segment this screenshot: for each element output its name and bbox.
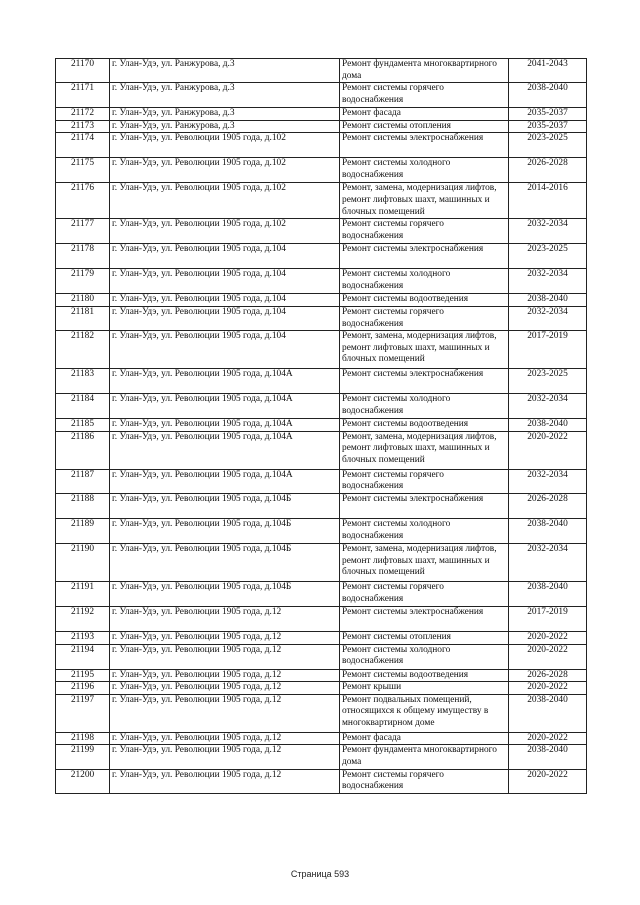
period-cell: 2038-2040 (509, 581, 587, 606)
work-type-cell: Ремонт крыши (340, 682, 509, 695)
period-cell: 2032-2034 (509, 306, 587, 330)
period-cell: 2026-2028 (509, 158, 587, 183)
work-type-cell: Ремонт фундамента многоквартирного дома (340, 59, 509, 83)
period-cell: 2038-2040 (509, 294, 587, 307)
work-type-cell: Ремонт фасада (340, 108, 509, 121)
address-cell: г. Улан-Удэ, ул. Революции 1905 года, д.102 (110, 158, 340, 183)
period-cell: 2035-2037 (509, 120, 587, 133)
table-row (56, 732, 587, 745)
table-row (56, 493, 587, 518)
record-number: 21199 (56, 745, 110, 769)
repair-schedule-body (56, 59, 587, 794)
address-cell: г. Улан-Удэ, ул. Революции 1905 года, д.104Б (110, 493, 340, 518)
table-row (56, 694, 587, 732)
period-cell: 2020-2022 (509, 769, 587, 793)
work-type-cell: Ремонт, замена, модернизация лифтов, ремонт лифтовых шахт, машинных и блочных помещений (340, 431, 509, 469)
table-row (56, 219, 587, 244)
record-number: 21194 (56, 644, 110, 669)
record-number: 21170 (56, 59, 110, 83)
table-row (56, 369, 587, 394)
page-number: Страница 593 (290, 869, 350, 879)
table-row (56, 518, 587, 543)
address-cell: г. Улан-Удэ, ул. Ранжурова, д.3 (110, 83, 340, 108)
record-number: 21171 (56, 83, 110, 108)
table-row (56, 306, 587, 330)
period-cell: 2038-2040 (509, 745, 587, 769)
address-cell: г. Улан-Удэ, ул. Революции 1905 года, д.104А (110, 419, 340, 432)
work-type-cell: Ремонт, замена, модернизация лифтов, ремонт лифтовых шахт, машинных и блочных помещений (340, 331, 509, 369)
table-row (56, 581, 587, 606)
record-number: 21191 (56, 581, 110, 606)
record-number: 21193 (56, 631, 110, 644)
address-cell: г. Улан-Удэ, ул. Революции 1905 года, д.12 (110, 644, 340, 669)
table-row (56, 606, 587, 631)
record-number: 21190 (56, 543, 110, 581)
table-row (56, 469, 587, 493)
record-number: 21195 (56, 669, 110, 682)
table-row (56, 682, 587, 695)
work-type-cell: Ремонт системы отопления (340, 631, 509, 644)
address-cell: г. Улан-Удэ, ул. Революции 1905 года, д.102 (110, 219, 340, 244)
work-type-cell: Ремонт системы горячего водоснабжения (340, 469, 509, 493)
record-number: 21200 (56, 769, 110, 793)
table-row (56, 331, 587, 369)
record-number: 21196 (56, 682, 110, 695)
work-type-cell: Ремонт системы электроснабжения (340, 493, 509, 518)
record-number: 21198 (56, 732, 110, 745)
period-cell: 2035-2037 (509, 108, 587, 121)
address-cell: г. Улан-Удэ, ул. Революции 1905 года, д.102 (110, 183, 340, 219)
period-cell: 2017-2019 (509, 606, 587, 631)
address-cell: г. Улан-Удэ, ул. Революции 1905 года, д.12 (110, 606, 340, 631)
record-number: 21186 (56, 431, 110, 469)
table-row (56, 745, 587, 769)
table-row (56, 269, 587, 294)
period-cell: 2020-2022 (509, 431, 587, 469)
period-cell: 2032-2034 (509, 219, 587, 244)
period-cell: 2041-2043 (509, 59, 587, 83)
address-cell: г. Улан-Удэ, ул. Революции 1905 года, д.104Б (110, 543, 340, 581)
work-type-cell: Ремонт системы холодного водоснабжения (340, 394, 509, 419)
work-type-cell: Ремонт системы горячего водоснабжения (340, 219, 509, 244)
address-cell: г. Улан-Удэ, ул. Революции 1905 года, д.12 (110, 682, 340, 695)
work-type-cell: Ремонт, замена, модернизация лифтов, ремонт лифтовых шахт, машинных и блочных помещений (340, 183, 509, 219)
work-type-cell: Ремонт системы горячего водоснабжения (340, 83, 509, 108)
work-type-cell: Ремонт системы горячего водоснабжения (340, 769, 509, 793)
address-cell: г. Улан-Удэ, ул. Революции 1905 года, д.104 (110, 331, 340, 369)
record-number: 21182 (56, 331, 110, 369)
address-cell: г. Улан-Удэ, ул. Ранжурова, д.3 (110, 120, 340, 133)
work-type-cell: Ремонт фасада (340, 732, 509, 745)
address-cell: г. Улан-Удэ, ул. Революции 1905 года, д.104 (110, 306, 340, 330)
address-cell: г. Улан-Удэ, ул. Революции 1905 года, д.104А (110, 394, 340, 419)
record-number: 21172 (56, 108, 110, 121)
record-number: 21173 (56, 120, 110, 133)
table-row (56, 394, 587, 419)
work-type-cell: Ремонт системы электроснабжения (340, 369, 509, 394)
address-cell: г. Улан-Удэ, ул. Революции 1905 года, д.104А (110, 469, 340, 493)
record-number: 21189 (56, 518, 110, 543)
address-cell: г. Улан-Удэ, ул. Ранжурова, д.3 (110, 59, 340, 83)
work-type-cell: Ремонт системы отопления (340, 120, 509, 133)
address-cell: г. Улан-Удэ, ул. Революции 1905 года, д.12 (110, 745, 340, 769)
address-cell: г. Улан-Удэ, ул. Революции 1905 года, д.12 (110, 631, 340, 644)
table-row (56, 543, 587, 581)
record-number: 21175 (56, 158, 110, 183)
address-cell: г. Улан-Удэ, ул. Революции 1905 года, д.104 (110, 294, 340, 307)
address-cell: г. Улан-Удэ, ул. Революции 1905 года, д.12 (110, 769, 340, 793)
address-cell: г. Улан-Удэ, ул. Революции 1905 года, д.12 (110, 694, 340, 732)
table-row (56, 59, 587, 83)
period-cell: 2020-2022 (509, 682, 587, 695)
period-cell: 2032-2034 (509, 543, 587, 581)
record-number: 21180 (56, 294, 110, 307)
table-row (56, 183, 587, 219)
work-type-cell: Ремонт системы горячего водоснабжения (340, 581, 509, 606)
period-cell: 2038-2040 (509, 694, 587, 732)
record-number: 21183 (56, 369, 110, 394)
table-row (56, 120, 587, 133)
record-number: 21185 (56, 419, 110, 432)
period-cell: 2020-2022 (509, 732, 587, 745)
record-number: 21174 (56, 133, 110, 158)
table-row (56, 133, 587, 158)
record-number: 21197 (56, 694, 110, 732)
address-cell: г. Улан-Удэ, ул. Революции 1905 года, д.104А (110, 431, 340, 469)
table-row (56, 769, 587, 793)
work-type-cell: Ремонт системы холодного водоснабжения (340, 644, 509, 669)
period-cell: 2038-2040 (509, 419, 587, 432)
table-row (56, 669, 587, 682)
period-cell: 2020-2022 (509, 631, 587, 644)
address-cell: г. Улан-Удэ, ул. Революции 1905 года, д.104Б (110, 581, 340, 606)
table-row (56, 294, 587, 307)
work-type-cell: Ремонт подвальных помещений, относящихся к общему имуществу в многоквартирном доме (340, 694, 509, 732)
record-number: 21177 (56, 219, 110, 244)
address-cell: г. Улан-Удэ, ул. Революции 1905 года, д.12 (110, 669, 340, 682)
record-number: 21178 (56, 244, 110, 269)
work-type-cell: Ремонт системы водоотведения (340, 294, 509, 307)
table-row (56, 419, 587, 432)
record-number: 21184 (56, 394, 110, 419)
record-number: 21181 (56, 306, 110, 330)
period-cell: 2032-2034 (509, 469, 587, 493)
address-cell: г. Улан-Удэ, ул. Революции 1905 года, д.104 (110, 244, 340, 269)
table-row (56, 644, 587, 669)
address-cell: г. Улан-Удэ, ул. Революции 1905 года, д.104 (110, 269, 340, 294)
work-type-cell: Ремонт, замена, модернизация лифтов, ремонт лифтовых шахт, машинных и блочных помещений (340, 543, 509, 581)
period-cell: 2023-2025 (509, 244, 587, 269)
address-cell: г. Улан-Удэ, ул. Революции 1905 года, д.12 (110, 732, 340, 745)
period-cell: 2023-2025 (509, 133, 587, 158)
work-type-cell: Ремонт системы электроснабжения (340, 606, 509, 631)
table-row (56, 158, 587, 183)
period-cell: 2038-2040 (509, 518, 587, 543)
period-cell: 2038-2040 (509, 83, 587, 108)
period-cell: 2032-2034 (509, 269, 587, 294)
record-number: 21187 (56, 469, 110, 493)
table-row (56, 83, 587, 108)
work-type-cell: Ремонт системы электроснабжения (340, 133, 509, 158)
work-type-cell: Ремонт системы водоотведения (340, 669, 509, 682)
period-cell: 2017-2019 (509, 331, 587, 369)
period-cell: 2023-2025 (509, 369, 587, 394)
record-number: 21192 (56, 606, 110, 631)
table-row (56, 244, 587, 269)
table-row (56, 431, 587, 469)
period-cell: 2032-2034 (509, 394, 587, 419)
work-type-cell: Ремонт системы холодного водоснабжения (340, 518, 509, 543)
period-cell: 2020-2022 (509, 644, 587, 669)
address-cell: г. Улан-Удэ, ул. Революции 1905 года, д.104Б (110, 518, 340, 543)
work-type-cell: Ремонт системы холодного водоснабжения (340, 269, 509, 294)
period-cell: 2026-2028 (509, 669, 587, 682)
table-row (56, 631, 587, 644)
period-cell: 2026-2028 (509, 493, 587, 518)
period-cell: 2014-2016 (509, 183, 587, 219)
address-cell: г. Улан-Удэ, ул. Ранжурова, д.3 (110, 108, 340, 121)
address-cell: г. Улан-Удэ, ул. Революции 1905 года, д.102 (110, 133, 340, 158)
work-type-cell: Ремонт фундамента многоквартирного дома (340, 745, 509, 769)
work-type-cell: Ремонт системы электроснабжения (340, 244, 509, 269)
record-number: 21176 (56, 183, 110, 219)
record-number: 21188 (56, 493, 110, 518)
address-cell: г. Улан-Удэ, ул. Революции 1905 года, д.104А (110, 369, 340, 394)
work-type-cell: Ремонт системы водоотведения (340, 419, 509, 432)
work-type-cell: Ремонт системы горячего водоснабжения (340, 306, 509, 330)
table-row (56, 108, 587, 121)
repair-schedule-table (55, 58, 587, 794)
record-number: 21179 (56, 269, 110, 294)
work-type-cell: Ремонт системы холодного водоснабжения (340, 158, 509, 183)
